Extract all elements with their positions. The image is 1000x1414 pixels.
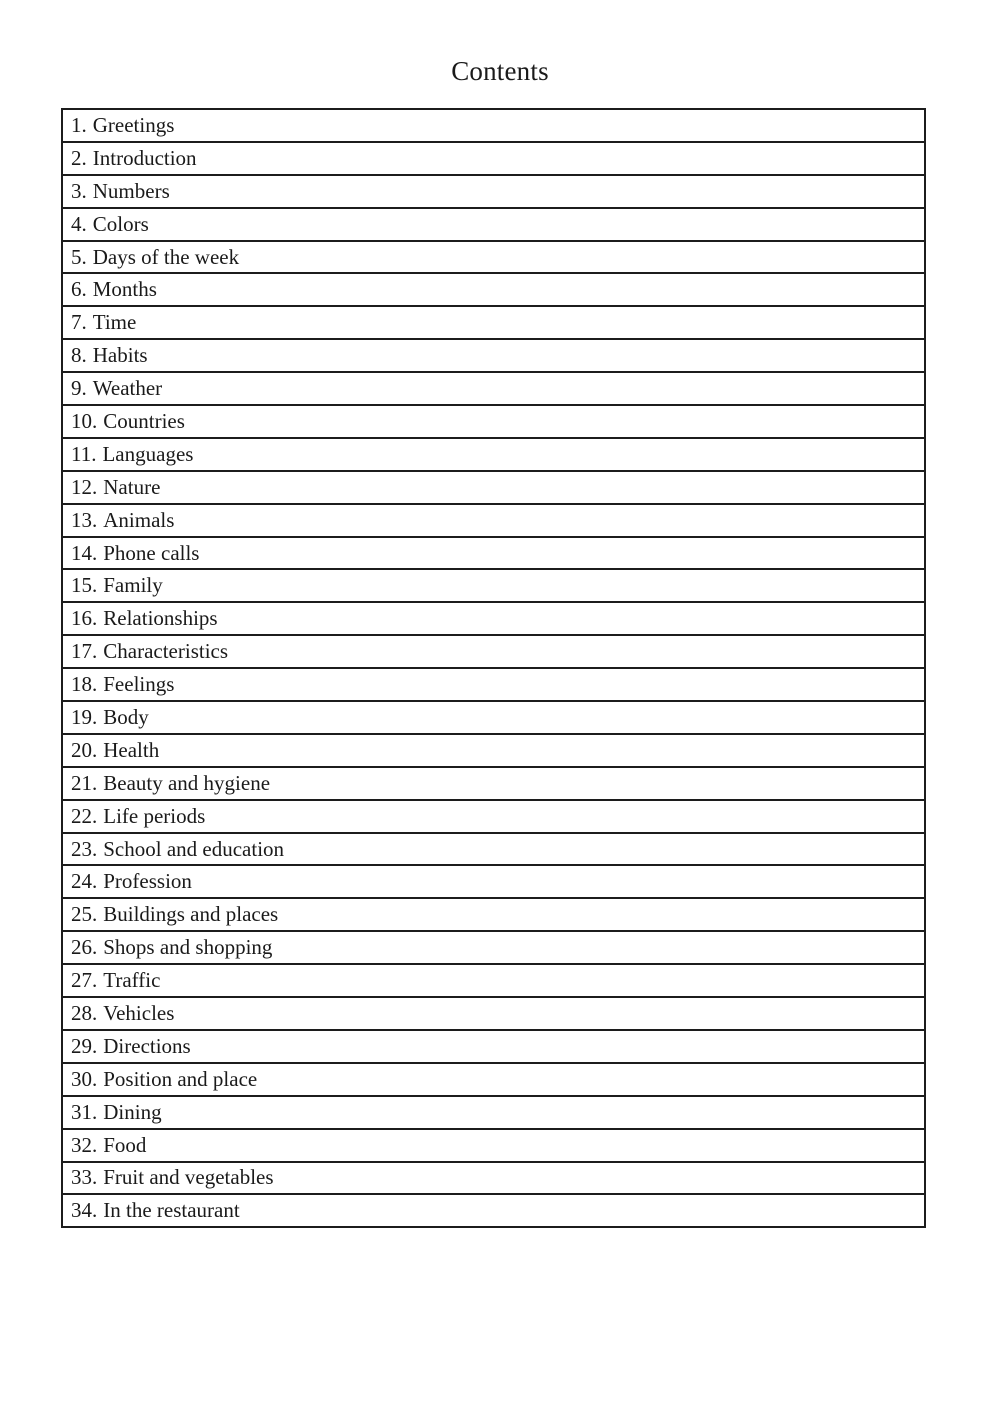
- row-number: 23.: [71, 836, 98, 861]
- contents-row: [63, 834, 924, 867]
- row-label: Phone calls: [103, 540, 200, 565]
- contents-row: [63, 307, 924, 340]
- contents-row: [63, 702, 924, 735]
- row-label: Months: [92, 277, 157, 302]
- row-number: 25.: [71, 902, 98, 927]
- row-label: Nature: [103, 474, 161, 499]
- contents-row: [63, 406, 924, 439]
- contents-row: [63, 242, 924, 275]
- row-number: 33.: [71, 1165, 98, 1190]
- row-label: Fruit and vegetables: [103, 1165, 274, 1190]
- contents-row: [63, 1163, 924, 1196]
- row-label: Relationships: [103, 606, 218, 631]
- row-number: 22.: [71, 803, 98, 828]
- row-label: School and education: [103, 836, 285, 861]
- contents-row: [63, 209, 924, 242]
- row-number: 31.: [71, 1099, 98, 1124]
- row-label: Health: [103, 737, 160, 762]
- contents-row: [63, 866, 924, 899]
- row-number: 27.: [71, 968, 98, 993]
- contents-row: [63, 932, 924, 965]
- contents-row: [63, 1130, 924, 1163]
- contents-table: [61, 108, 926, 1228]
- row-number: 7.: [71, 310, 87, 335]
- row-number: 20.: [71, 737, 98, 762]
- row-label: Profession: [103, 869, 192, 894]
- row-label: Characteristics: [103, 639, 229, 664]
- contents-row: [63, 735, 924, 768]
- row-number: 34.: [71, 1198, 98, 1223]
- row-number: 18.: [71, 672, 98, 697]
- row-number: 2.: [71, 145, 87, 170]
- row-number: 21.: [71, 770, 98, 795]
- row-label: Animals: [103, 507, 175, 532]
- contents-row: [63, 1031, 924, 1064]
- row-number: 11.: [71, 441, 97, 466]
- row-label: Days of the week: [92, 244, 240, 269]
- contents-row: [63, 669, 924, 702]
- row-number: 26.: [71, 935, 98, 960]
- contents-row: [63, 373, 924, 406]
- contents-row: [63, 110, 924, 143]
- row-number: 3.: [71, 178, 87, 203]
- contents-row: [63, 472, 924, 505]
- row-label: Buildings and places: [103, 902, 279, 927]
- row-number: 4.: [71, 211, 87, 236]
- row-number: 32.: [71, 1132, 98, 1157]
- row-label: Life periods: [103, 803, 206, 828]
- row-number: 9.: [71, 376, 87, 401]
- row-label: Numbers: [92, 178, 170, 203]
- row-label: Directions: [103, 1033, 191, 1058]
- row-label: Family: [103, 573, 163, 598]
- contents-row: [63, 505, 924, 538]
- contents-row: [63, 768, 924, 801]
- row-label: Shops and shopping: [103, 935, 273, 960]
- row-number: 14.: [71, 540, 98, 565]
- contents-row: [63, 1195, 924, 1228]
- row-number: 8.: [71, 343, 87, 368]
- row-label: Colors: [92, 211, 149, 236]
- row-number: 6.: [71, 277, 87, 302]
- row-number: 10.: [71, 408, 98, 433]
- row-number: 29.: [71, 1033, 98, 1058]
- row-label: Introduction: [92, 145, 197, 170]
- contents-row: [63, 538, 924, 571]
- row-number: 19.: [71, 704, 98, 729]
- row-label: Traffic: [103, 968, 161, 993]
- contents-row: [63, 176, 924, 209]
- contents-row: [63, 899, 924, 932]
- row-label: Food: [103, 1132, 147, 1157]
- row-number: 28.: [71, 1000, 98, 1025]
- row-number: 1.: [71, 112, 87, 137]
- row-label: Body: [103, 704, 149, 729]
- row-label: Vehicles: [103, 1000, 175, 1025]
- contents-row: [63, 439, 924, 472]
- contents-row: [63, 1097, 924, 1130]
- row-number: 16.: [71, 606, 98, 631]
- row-label: Greetings: [92, 112, 175, 137]
- contents-row: [63, 965, 924, 998]
- row-number: 15.: [71, 573, 98, 598]
- row-label: Position and place: [103, 1066, 258, 1091]
- row-number: 12.: [71, 474, 98, 499]
- contents-row: [63, 998, 924, 1031]
- contents-row: [63, 636, 924, 669]
- row-label: Beauty and hygiene: [103, 770, 271, 795]
- contents-row: [63, 274, 924, 307]
- row-label: Languages: [102, 441, 194, 466]
- row-label: Time: [92, 310, 137, 335]
- row-number: 13.: [71, 507, 98, 532]
- row-number: 24.: [71, 869, 98, 894]
- row-label: Countries: [103, 408, 185, 433]
- row-number: 17.: [71, 639, 98, 664]
- contents-row: [63, 570, 924, 603]
- row-label: In the restaurant: [103, 1198, 240, 1223]
- row-number: 5.: [71, 244, 87, 269]
- contents-row: [63, 1064, 924, 1097]
- row-label: Habits: [92, 343, 148, 368]
- row-number: 30.: [71, 1066, 98, 1091]
- contents-row: [63, 143, 924, 176]
- row-label: Weather: [92, 376, 163, 401]
- contents-row: [63, 603, 924, 636]
- page-title: Contents: [451, 56, 549, 86]
- row-label: Dining: [103, 1099, 162, 1124]
- row-label: Feelings: [103, 672, 175, 697]
- contents-row: [63, 801, 924, 834]
- contents-row: [63, 340, 924, 373]
